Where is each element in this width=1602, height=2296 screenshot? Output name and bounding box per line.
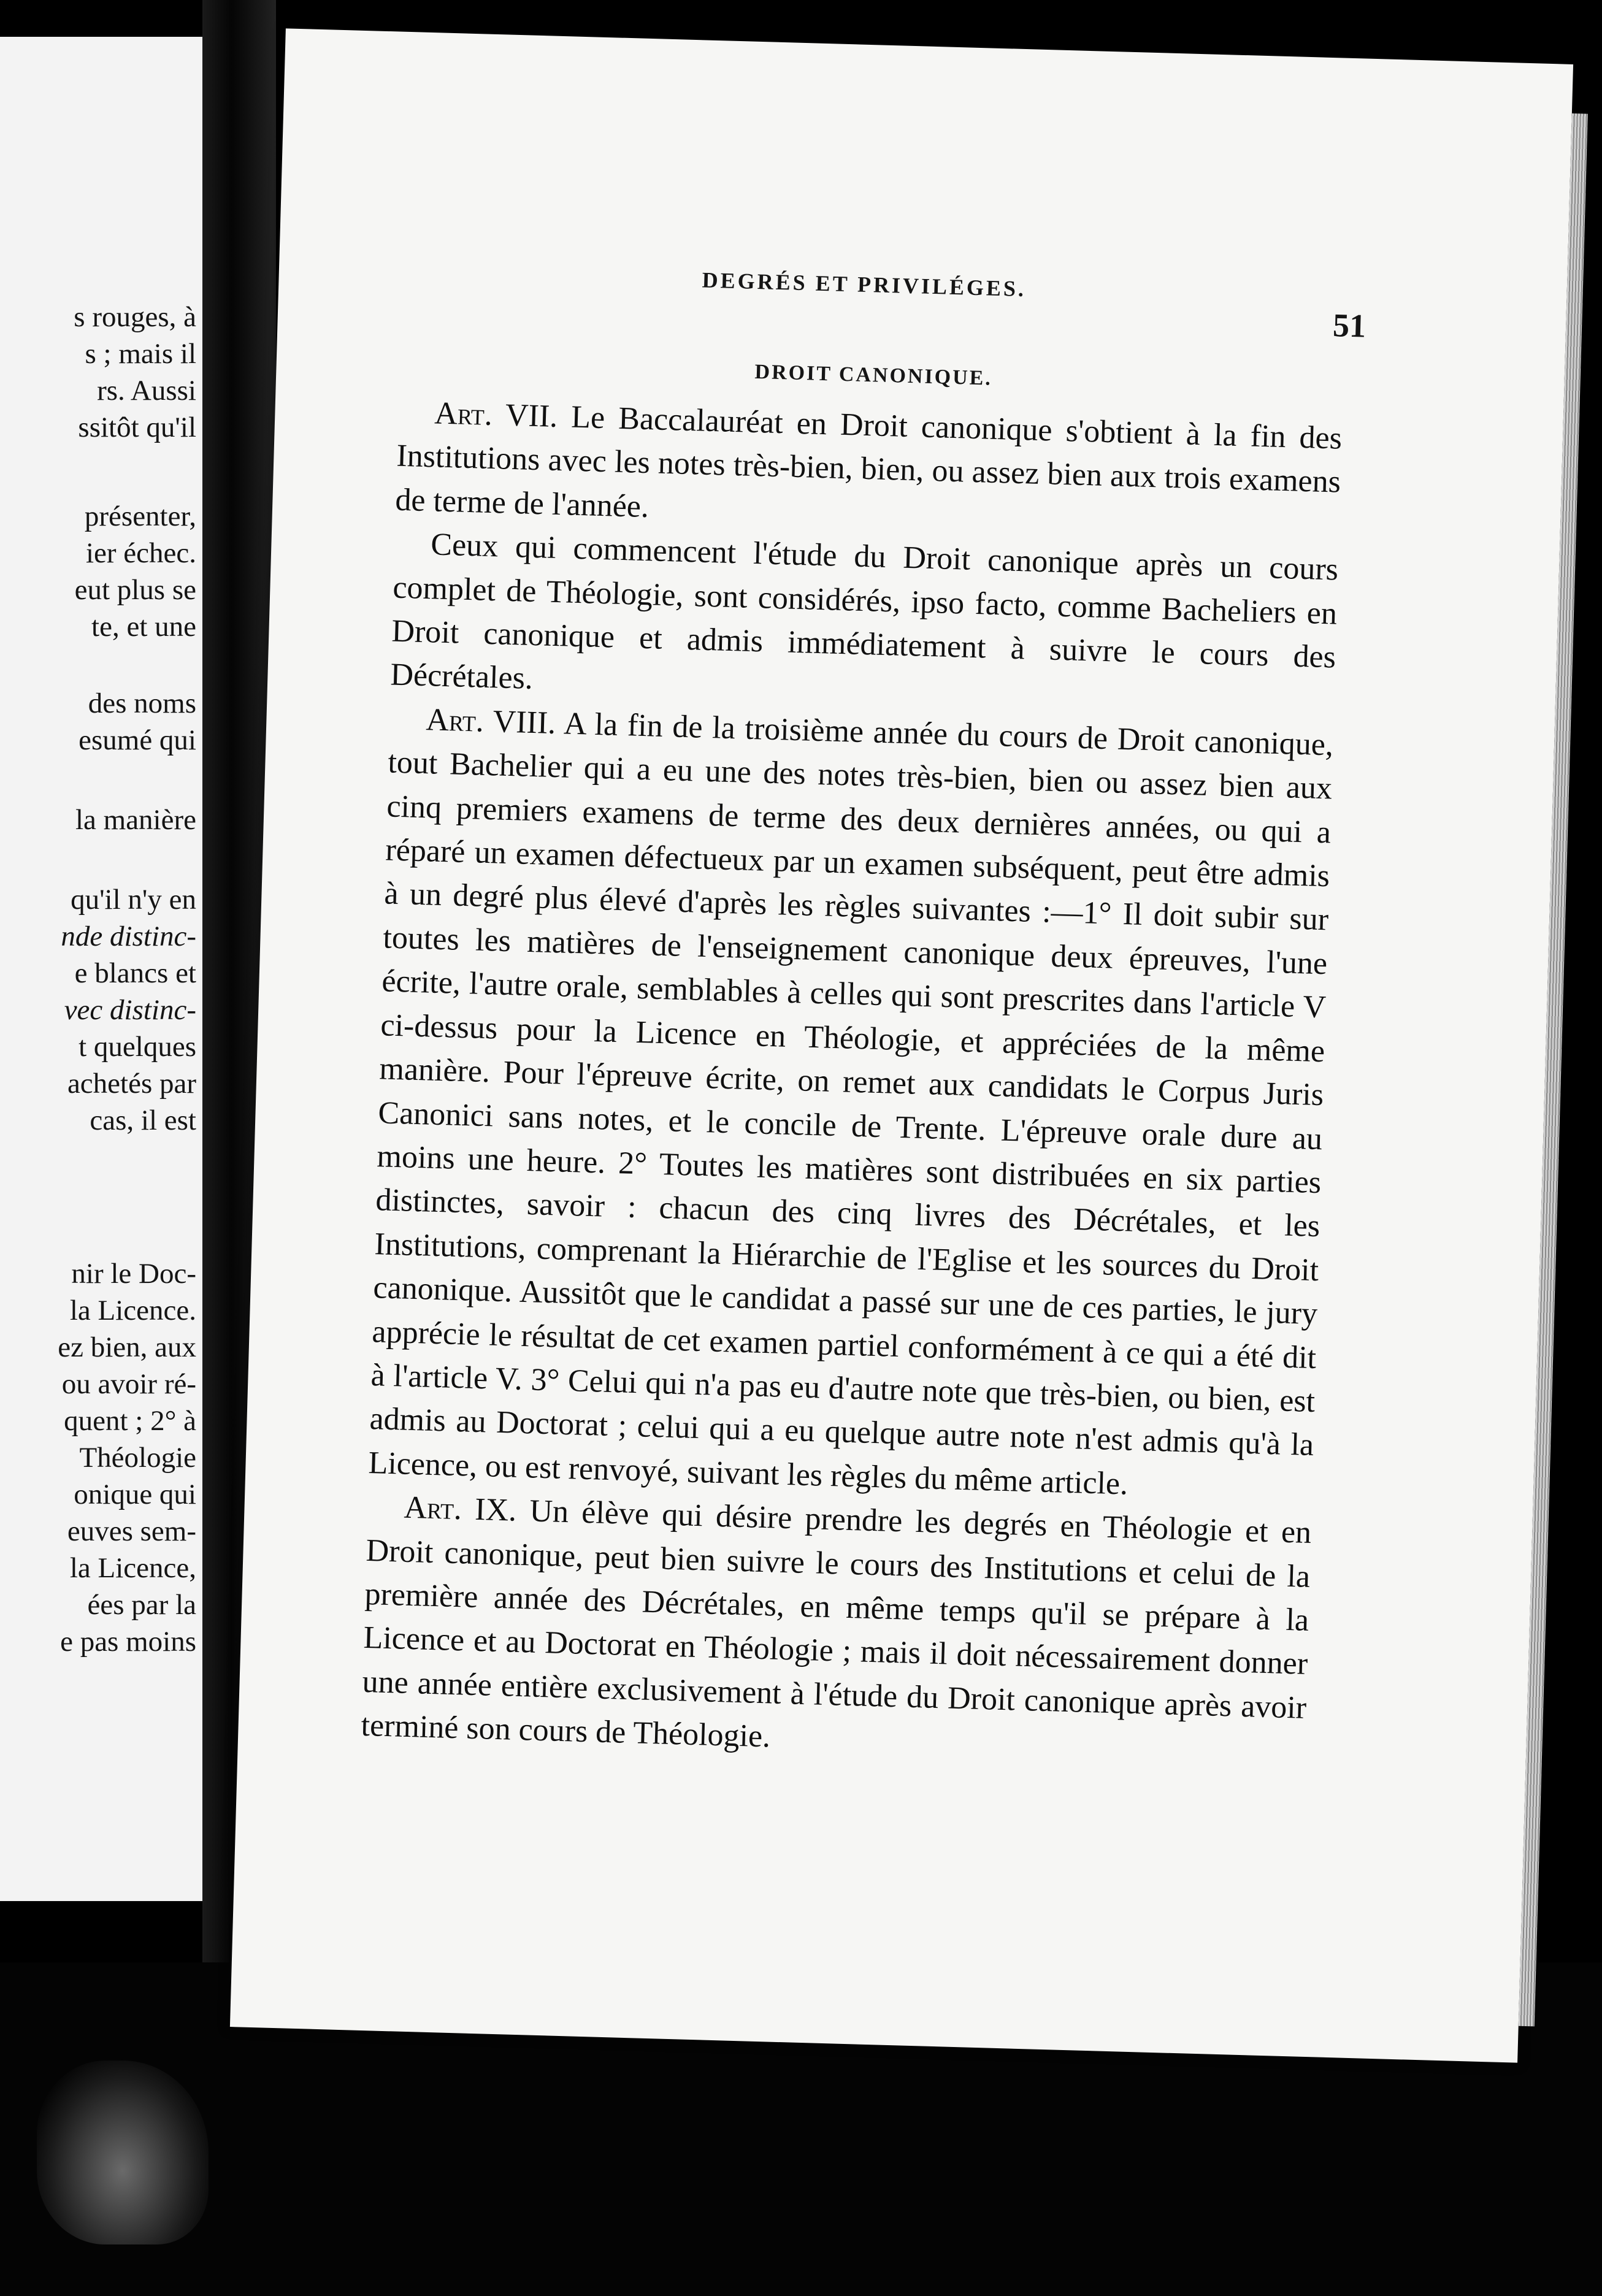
- left-page-line: ées par la: [87, 1589, 196, 1621]
- article-label: Art. IX.: [403, 1490, 517, 1528]
- paragraph-text: A la fin de la troisième année du cours de Droit canonique, tout Bachelier qui a eu une des notes très-bien, bien ou assez bien aux cinq premiers examens de terme des deux dernières années, ou qui a réparé un examen défectueux par un examen subséquent, peut être admis à un degré plus élevé d'après les règles suivantes :—1° Il doit subir sur toutes les matières de l'enseignement canonique deux épreuves, l'une écrite, l'autre orale, semblables à celles qui sont prescrites dans l'article V ci-dessus pour la Licence en Théologie, et appréciées de la même manière. Pour l'épreuve écrite, on remet aux candidats le Corpus Juris Canonici sans notes, et le concile de Trente. L'épreuve orale dure au moins une heure. 2° Toutes les matières sont distribuées en six parties distinctes, savoir : chacun des cinq livres des Décrétales, et les Institutions, comprenant la Hiérarchie de l'Eglise et les sources du Droit canonique. Aussitôt que le candidat a passé sur une de ces parties, le jury apprécie le résultat de cet examen partiel conformément à ce qui a été dit à l'article V. 3° Celui qui n'a pas eu d'autre note que très-bien, ou bien, est admis au Doctorat ; celui qui a eu quelque autre note n'est admis qu'à la Licence, ou est renvoyé, suivant les règles du même article.: [367, 706, 1334, 1502]
- left-facing-page: [0, 37, 202, 1901]
- left-page-line: e pas moins: [60, 1626, 196, 1658]
- left-page-line: vec distinc-: [64, 994, 196, 1026]
- left-page-line: s rouges, à: [74, 301, 196, 333]
- left-page-line: Théologie: [79, 1442, 196, 1474]
- left-page-line: rs. Aussi: [97, 375, 196, 407]
- left-page-line: esumé qui: [79, 724, 196, 756]
- left-page-line: cas, il est: [90, 1104, 196, 1136]
- left-page-line: ou avoir ré-: [61, 1368, 196, 1400]
- paragraph-text: Le Baccalauréat en Droit canonique s'obtient à la fin des Institutions avec les notes très-bien, bien, ou assez bien aux trois examens de terme de l'année.: [394, 399, 1343, 524]
- paragraph-art-8: [368, 697, 1334, 1511]
- left-page-line: te, et une: [91, 611, 196, 643]
- binding-shadow: [37, 2061, 209, 2244]
- article-label: Art. VIII.: [425, 702, 557, 741]
- left-page-line: ez bien, aux: [58, 1331, 196, 1363]
- body-text: [361, 391, 1343, 1774]
- paragraph-theology-graduates: [390, 522, 1339, 724]
- left-page-line: des noms: [88, 687, 196, 719]
- left-page-line: présenter,: [84, 500, 196, 532]
- left-page-line: nir le Doc-: [71, 1258, 196, 1290]
- left-page-line: ssitôt qu'il: [78, 411, 196, 443]
- left-page-line: la manière: [75, 804, 196, 836]
- left-page-line: e blancs et: [74, 957, 196, 989]
- paragraph-text: Ceux qui commencent l'étude du Droit canonique après un cours complet de Théologie, sont considérés, ipso facto, comme Bacheliers en Droit canonique et admis immédiatement à suivre le cours des Décrétales.: [389, 527, 1339, 697]
- book-page: [230, 28, 1573, 2062]
- left-page-line: euves sem-: [67, 1515, 196, 1547]
- left-page-line: ier échec.: [85, 537, 196, 569]
- paragraph-art-7: [395, 391, 1343, 548]
- page-edge-stack: [1519, 113, 1588, 2027]
- left-page-line: eut plus se: [74, 574, 196, 606]
- left-page-line: nde distinc-: [61, 920, 196, 952]
- left-page-line: achetés par: [67, 1068, 196, 1100]
- left-page-line: s ; mais il: [85, 338, 196, 370]
- paragraph-art-9: [361, 1485, 1312, 1774]
- left-page-line: la Licence,: [69, 1552, 196, 1584]
- left-page-line: la Licence.: [69, 1295, 196, 1326]
- left-page-line: onique qui: [74, 1479, 196, 1510]
- article-label: Art. VII.: [434, 396, 559, 434]
- section-title: DROIT CANONIQUE.: [754, 360, 993, 390]
- running-head: DEGRÉS ET PRIVILÉGES.: [702, 267, 1027, 302]
- page-number: 51: [1332, 307, 1366, 345]
- left-page-line: qu'il n'y en: [71, 884, 196, 916]
- left-page-line: t quelques: [79, 1031, 196, 1063]
- paragraph-text: Un élève qui désire prendre les degrés en Théologie et en Droit canonique, peut bien suivre le cours des Institutions et celui de la première année des Décrétales, en même temps qu'il se prépare à la Licence et au Doctorat en Théologie ; mais il doit nécessairement donner une année entière exclusivement à l'étude du Droit canonique après avoir terminé son cours de Théologie.: [360, 1493, 1312, 1755]
- left-page-line: quent ; 2° à: [64, 1405, 196, 1437]
